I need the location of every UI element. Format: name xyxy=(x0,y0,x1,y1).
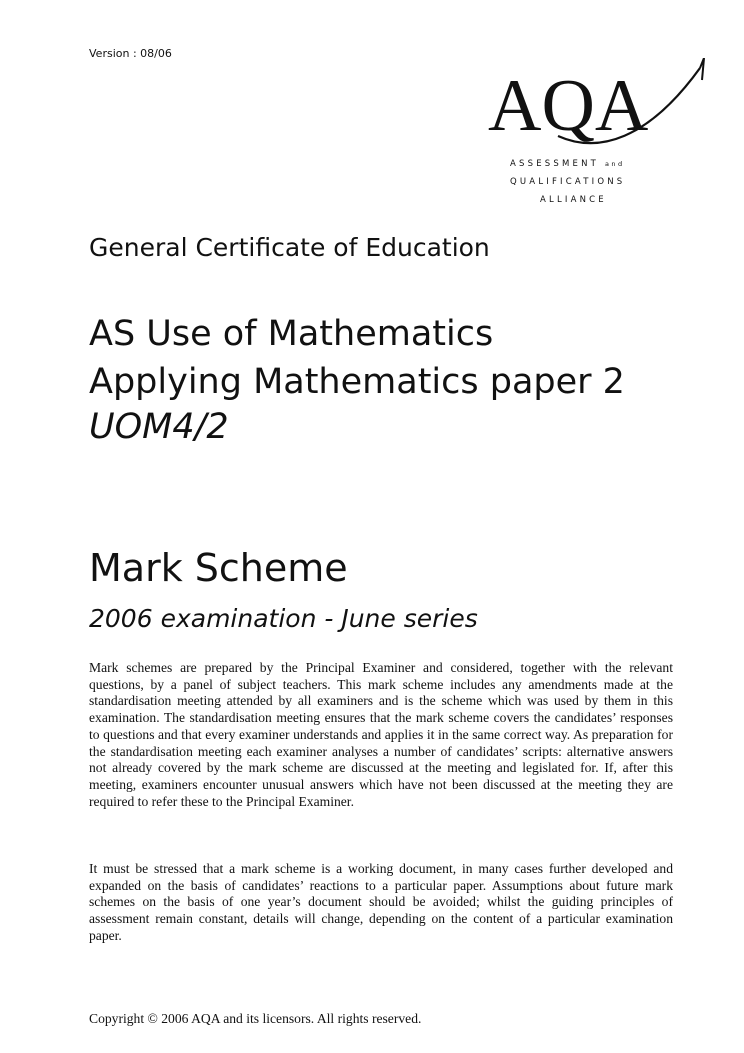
version-label: Version : 08/06 xyxy=(89,47,172,60)
aqa-logo xyxy=(488,58,710,150)
aqa-wordmark: AQA xyxy=(488,65,649,147)
working-document-paragraph: It must be stressed that a mark scheme is a working document, in many cases further developed and expanded on the basis of candidates’ reactions to a particular paper. Assumptions about future mark schemes on the basis of one year’s document should be avoided; whilst the guiding principles of assessment remain constant, details will change, depending on the content of a particular examination paper. xyxy=(89,861,673,943)
alliance-line-3: ALLIANCE xyxy=(540,195,607,205)
mark-scheme-heading: Mark Scheme xyxy=(89,546,348,590)
intro-paragraph: Mark schemes are prepared by the Principal Examiner and considered, together with the relevant questions, by a panel of subject teachers. This mark scheme includes any amendments made at the standardisation meeting attended by all examiners and is the scheme which was used by them in this examination. The standardisation meeting ensures that the mark scheme covers the candidates’ responses to questions and that every examiner understands and applies it in the same correct way. As preparation for the standardisation meeting each examiner analyses a number of candidates’ scripts: alternative answers not already covered by the mark scheme are discussed at the meeting and legislated for. If, after this meeting, examiners encounter unusual answers which have not been discussed at the meeting they are required to refer these to the Principal Examiner. xyxy=(89,660,673,809)
paper-code: UOM4/2 xyxy=(89,407,229,447)
alliance-and: and xyxy=(604,160,625,168)
aqa-logo-mark xyxy=(488,58,710,150)
alliance-line-2: QUALIFICATIONS xyxy=(510,177,626,187)
title-line-2: Applying Mathematics paper 2 xyxy=(89,362,625,402)
alliance-line-1 xyxy=(510,155,625,174)
alliance-assessment: ASSESSMENT xyxy=(510,159,600,169)
title-line-1: AS Use of Mathematics xyxy=(89,314,494,354)
exam-series: 2006 examination - June series xyxy=(89,604,478,633)
copyright-notice: Copyright © 2006 AQA and its licensors. All rights reserved. xyxy=(89,1011,422,1026)
certificate-heading: General Certificate of Education xyxy=(89,233,490,262)
